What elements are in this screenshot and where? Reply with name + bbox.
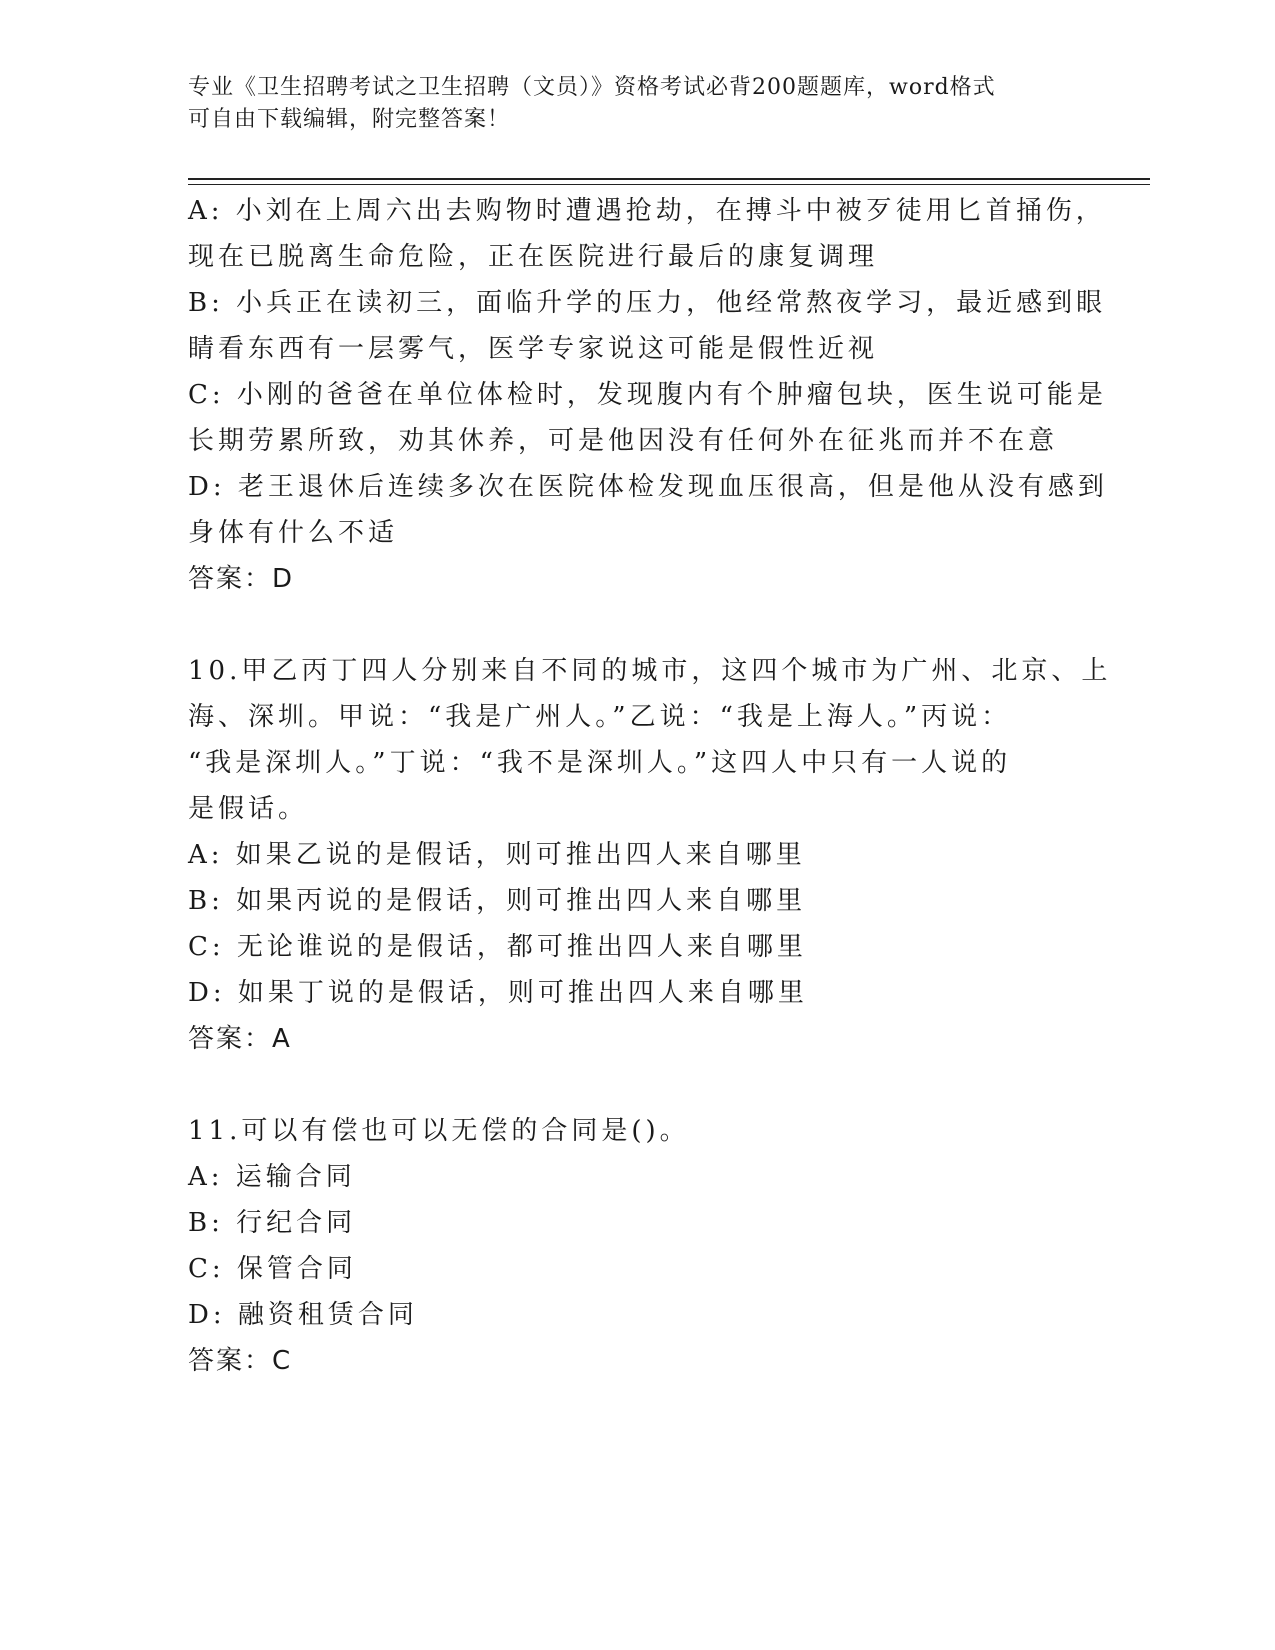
question-11 — [188, 1108, 1088, 1384]
q9-option-c-line-2: 长期劳累所致，劝其休养，可是他因没有任何外在征兆而并不在意 — [188, 426, 1059, 456]
q9-option-a-line-2: 现在已脱离生命危险，正在医院进行最后的康复调理 — [188, 242, 879, 272]
q10-stem-line-2: 海、深圳。甲说：“我是广州人。”乙说：“我是上海人。”丙说： — [188, 702, 1012, 732]
q10-option-c: C: 无论谁说的是假话，都可推出四人来自哪里 — [188, 932, 807, 962]
q10-option-a: A: 如果乙说的是假话，则可推出四人来自哪里 — [188, 840, 806, 870]
q10-stem-line-4: 是假话。 — [188, 794, 309, 824]
q10-option-b: B: 如果丙说的是假话，则可推出四人来自哪里 — [188, 886, 807, 916]
question-9 — [188, 188, 1108, 602]
q9-option-d-line-1: D: 老王退休后连续多次在医院体检发现血压很高，但是他从没有感到 — [188, 472, 1108, 502]
q11-option-b: B: 行纪合同 — [188, 1208, 357, 1238]
q9-option-b-line-2: 睛看东西有一层雾气，医学专家说这可能是假性近视 — [188, 334, 879, 364]
q11-option-d: D: 融资租赁合同 — [188, 1300, 418, 1330]
document-body — [188, 188, 1112, 1384]
q11-stem: 11.可以有偿也可以无偿的合同是()。 — [188, 1116, 690, 1146]
q10-stem-line-3: “我是深圳人。”丁说：“我不是深圳人。”这四人中只有一人说的 — [188, 748, 1012, 778]
q9-option-b-line-1: B: 小兵正在读初三，面临升学的压力，他经常熬夜学习，最近感到眼 — [188, 288, 1107, 318]
q11-option-c: C: 保管合同 — [188, 1254, 357, 1284]
spacer — [188, 1062, 1088, 1108]
document-header — [188, 72, 1068, 136]
q9-option-a-line-1: A: 小刘在上周六出去购物时遭遇抢劫，在搏斗中被歹徒用匕首捅伤， — [188, 196, 1106, 226]
q11-option-a: A: 运输合同 — [188, 1162, 356, 1192]
spacer — [188, 602, 1088, 648]
q11-answer: 答案：C — [188, 1346, 293, 1376]
q9-option-d-line-2: 身体有什么不适 — [188, 518, 399, 548]
header-title-line-2: 可自由下载编辑，附完整答案！ — [188, 107, 511, 132]
q10-answer: 答案：A — [188, 1024, 292, 1054]
header-title-line-1: 专业《卫生招聘考试之卫生招聘（文员）》资格考试必背200题题库，word格式 — [188, 75, 996, 100]
q10-option-d: D: 如果丁说的是假话，则可推出四人来自哪里 — [188, 978, 808, 1008]
q10-stem-line-1: 10.甲乙丙丁四人分别来自不同的城市，这四个城市为广州、北京、上 — [188, 656, 1112, 686]
header-rule-thick — [188, 178, 1150, 180]
question-10 — [188, 648, 1112, 1062]
header-rule-thin — [188, 184, 1150, 185]
q9-answer: 答案：D — [188, 564, 295, 594]
q9-option-c-line-1: C: 小刚的爸爸在单位体检时，发现腹内有个肿瘤包块，医生说可能是 — [188, 380, 1107, 410]
